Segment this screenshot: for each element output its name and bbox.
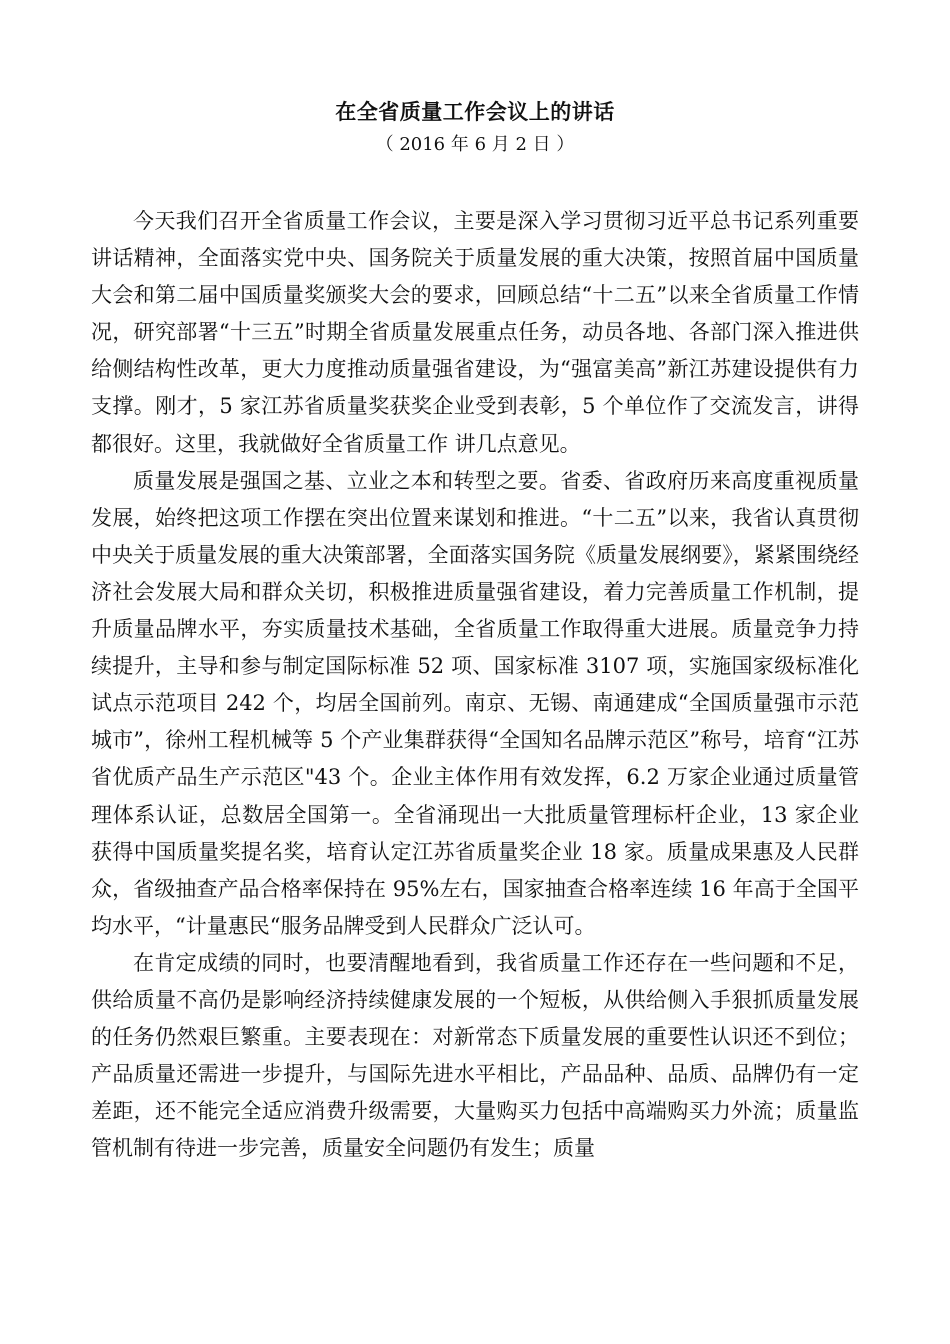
paragraph-1: 今天我们召开全省质量工作会议，主要是深入学习贯彻习近平总书记系列重要讲话精神，全面落实党中央、国务院关于质量发展的重大决策，按照首届中国质量大会和第二届中国质量奖颁奖大会的要求，回顾总结“十二五”以来全省质量工作情况，研究部署“十三五”时期全省质量发展重点任务，动员各地、各部门深入推进供给侧结构性改革，更大力度推动质量强省建设，为“强富美高”新江苏建设提供有力支撑。刚才，5 家江苏省质量奖获奖企业受到表彰，5 个单位作了交流发言，讲得都很好。这里，我就做好全省质量工作 讲几点意见。 — [91, 209, 859, 456]
paragraph-3: 在肯定成绩的同时，也要清醒地看到，我省质量工作还存在一些问题和不足，供给质量不高仍是影响经济持续健康发展的一个短板，从供给侧入手狠抓质量发展的任务仍然艰巨繁重。主要表现在：对新常态下质量发展的重要性认识还不到位；产品质量还需进一步提升，与国际先进水平相比，产品品种、品质、品牌仍有一定差距，还不能完全适应消费升级需要，大量购买力包括中高端购买力外流；质量监管机制有待进一步完善，质量安全问题仍有发生；质量 — [91, 950, 859, 1161]
document-title: 在全省质量工作会议上的讲话 — [335, 99, 615, 124]
document-date: （ 2016 年 6 月 2 日 ） — [375, 134, 575, 155]
document-body — [91, 203, 859, 1167]
paragraph-2: 质量发展是强国之基、立业之本和转型之要。省委、省政府历来高度重视质量发展，始终把这项工作摆在突出位置来谋划和推进。“十二五”以来，我省认真贯彻中央关于质量发展的重大决策部署，全面落实国务院《质量发展纲要》，紧紧围绕经济社会发展大局和群众关切，积极推进质量强省建设，着力完善质量工作机制，提升质量品牌水平，夯实质量技术基础，全省质量工作取得重大进展。质量竞争力持续提升，主导和参与制定国际标准 52 项、国家标准 3107 项，实施国家级标准化试点示范项目 242 个，均居全国前列。南京、无锡、南通建成“全国质量强市示范城市”，徐州工程机械等 5 个产业集群获得“全国知名品牌示范区”称号，培育“江苏省优质产品生产示范区"43 个。企业主体作用有效发挥，6.2 万家企业通过质量管理体系认证，总数居全国第一。全省涌现出一大批质量管理标杆企业，13 家企业获得中国质量奖提名奖，培育认定江苏省质量奖企业 18 家。质量成果惠及人民群众，省级抽查产品合格率保持在 95%左右，国家抽查合格率连续 16 年高于全国平均水平，“计量惠民“服务品牌受到人民群众广泛认可。 — [91, 468, 859, 938]
